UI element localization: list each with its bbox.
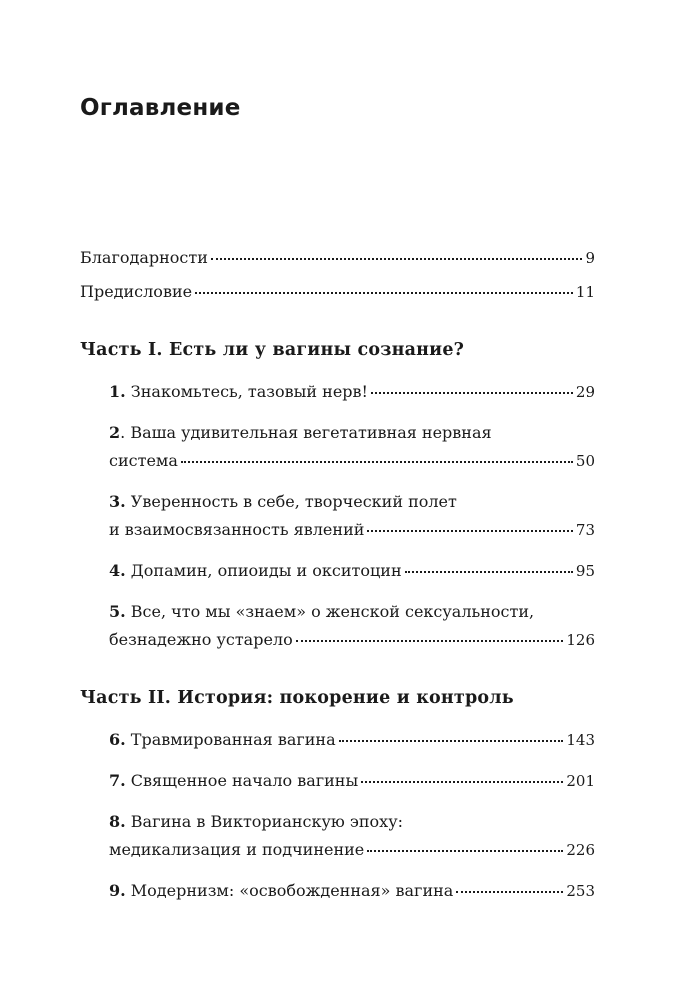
- chapter-title-text: . Ваша удивительная вегетативная нервная: [120, 423, 492, 442]
- chapter-title-continued: система: [109, 451, 178, 470]
- dot-leader: [367, 850, 563, 852]
- toc-page-number: 73: [575, 521, 595, 539]
- chapter-number: 6.: [109, 730, 126, 749]
- dot-leader: [456, 891, 563, 893]
- toc-page-number: 95: [575, 562, 595, 580]
- toc-entry-preface[interactable]: [80, 278, 595, 306]
- chapter-7[interactable]: [109, 767, 595, 795]
- chapter-title: [109, 767, 358, 795]
- dot-leader: [405, 571, 573, 573]
- chapter-number: 7.: [109, 771, 126, 790]
- chapter-number: 3.: [109, 492, 126, 511]
- dot-leader: [195, 292, 573, 294]
- part-1-chapters: [109, 378, 595, 654]
- dot-leader: [367, 530, 573, 532]
- chapter-number: 2: [109, 423, 121, 442]
- chapter-9[interactable]: [109, 877, 595, 905]
- dot-leader: [339, 740, 564, 742]
- chapter-title: [109, 557, 402, 585]
- chapter-number: 8.: [109, 812, 126, 831]
- page-title: Оглавление: [80, 95, 241, 121]
- toc-page-number: 226: [566, 841, 595, 859]
- chapter-5[interactable]: [109, 598, 595, 654]
- toc-entry-label: Предисловие: [80, 282, 193, 301]
- toc-page-number: 201: [566, 772, 595, 790]
- chapter-3[interactable]: [109, 488, 595, 544]
- toc-entry-acknowledgements[interactable]: [80, 244, 595, 272]
- chapter-title-text: Модернизм: «освобожденная» вагина: [125, 881, 454, 900]
- chapter-title: [109, 378, 368, 406]
- chapter-title-text: Все, что мы «знаем» о женской сексуальности,: [125, 602, 535, 621]
- chapter-4[interactable]: [109, 557, 595, 585]
- chapter-number: 1.: [109, 382, 126, 401]
- toc-page-number: 29: [575, 383, 595, 401]
- chapter-8[interactable]: [109, 808, 595, 864]
- dot-leader: [211, 258, 583, 260]
- chapter-title-text: Травмированная вагина: [125, 730, 336, 749]
- toc-page-number: 9: [585, 249, 595, 267]
- part-2-title[interactable]: Часть II. История: покорение и контроль: [80, 688, 514, 708]
- part-2-chapters: [109, 726, 595, 905]
- chapter-number: 5.: [109, 602, 126, 621]
- chapter-title: [109, 726, 336, 754]
- chapter-title-text: Вагина в Викторианскую эпоху:: [125, 812, 404, 831]
- chapter-title-text: Допамин, опиоиды и окситоцин: [125, 561, 402, 580]
- chapter-title: [109, 877, 453, 905]
- chapter-number: 9.: [109, 881, 126, 900]
- chapter-title-continued: безнадежно устарело: [109, 630, 293, 649]
- chapter-title-continued: и взаимосвязанность явлений: [109, 520, 365, 539]
- table-of-contents: [80, 244, 595, 918]
- chapter-6[interactable]: [109, 726, 595, 754]
- toc-page-number: 143: [566, 731, 595, 749]
- chapter-title-text: Священное начало вагины: [125, 771, 359, 790]
- dot-leader: [371, 392, 573, 394]
- part-1-title[interactable]: Часть I. Есть ли у вагины сознание?: [80, 340, 465, 360]
- dot-leader: [181, 461, 573, 463]
- chapter-title-text: Знакомьтесь, тазовый нерв!: [125, 382, 368, 401]
- toc-page-number: 253: [566, 882, 595, 900]
- chapter-title-text: Уверенность в себе, творческий полет: [125, 492, 457, 511]
- toc-page-number: 50: [575, 452, 595, 470]
- dot-leader: [361, 781, 563, 783]
- chapter-1[interactable]: [109, 378, 595, 406]
- dot-leader: [296, 640, 564, 642]
- toc-page-number: 126: [566, 631, 595, 649]
- chapter-number: 4.: [109, 561, 126, 580]
- chapter-title-continued: медикализация и подчинение: [109, 840, 365, 859]
- toc-entry-label: Благодарности: [80, 248, 208, 267]
- toc-page-number: 11: [575, 283, 595, 301]
- chapter-2[interactable]: [109, 419, 595, 475]
